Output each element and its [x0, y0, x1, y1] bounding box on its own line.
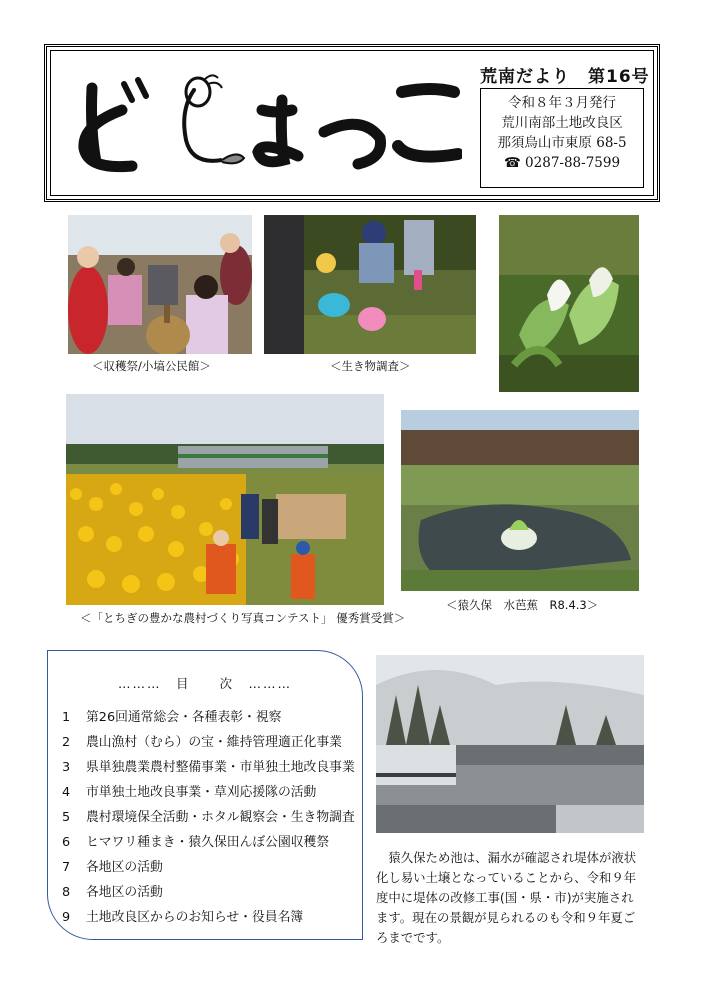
toc-item: 1 第26回通常総会・各種表彰・視察	[62, 710, 282, 725]
caption-sarukubo-skunk-cabbage: ＜猿久保 水芭蕉 R8.4.3＞	[446, 598, 599, 612]
toc-item: 4 市単独土地改良事業・草刈応援隊の活動	[62, 785, 317, 800]
dojokko-logo	[62, 70, 462, 180]
caption-photo-contest: ＜「とちぎの豊かな農村づくり写真コンテスト」 優秀賞受賞＞	[80, 611, 406, 625]
caption-harvest-festival: ＜収穫祭/小塙公民館＞	[92, 359, 211, 373]
toc-item: 6 ヒマワリ種まき・猿久保田んぼ公園収穫祭	[62, 835, 330, 850]
toc-item: 7 各地区の活動	[62, 860, 163, 875]
telephone-icon: ☎	[503, 155, 526, 171]
toc-item: 8 各地区の活動	[62, 885, 163, 900]
caption-creature-survey: ＜生き物調査＞	[330, 359, 411, 373]
photo-creature-survey	[264, 215, 476, 354]
phone-line	[487, 153, 637, 173]
photo-sarukubo-pond	[401, 410, 639, 591]
photo-harvest-festival	[68, 215, 252, 354]
article-text	[376, 848, 644, 948]
photo-sunflower-field	[66, 394, 384, 605]
phone-number: 0287-88-7599	[525, 155, 621, 171]
photo-snowy-pond	[376, 655, 644, 833]
photo-skunk-cabbage	[499, 215, 639, 392]
toc-item: 9 土地改良区からのお知らせ・役員名簿	[62, 910, 304, 925]
toc-heading: ……… 目 次 ………	[117, 676, 292, 691]
publication-title: 荒南だより 第16号	[480, 67, 650, 87]
toc-list	[62, 705, 362, 930]
address: 那須烏山市東原 68-5	[497, 135, 627, 151]
organization-name: 荒川南部土地改良区	[501, 115, 623, 131]
publisher-info-box	[480, 88, 644, 188]
toc-item: 5 農村環境保全活動・ホタル観察会・生き物調査	[62, 810, 355, 825]
toc-item: 3 県単独農業農村整備事業・市単独土地改良事業	[62, 760, 355, 775]
toc-item: 2 農山漁村（むら）の宝・維持管理適正化事業	[62, 735, 342, 750]
issue-date: 令和８年３月発行	[508, 95, 616, 111]
article-paragraph: 猿久保ため池は、漏水が確認され堤体が液状化し易い土壌となっていることから、令和９年度中に堤体の改修工事(国・県・市)が実施されます。現在の景観が見られるのも令和９年夏ごろまでです。	[376, 850, 637, 945]
